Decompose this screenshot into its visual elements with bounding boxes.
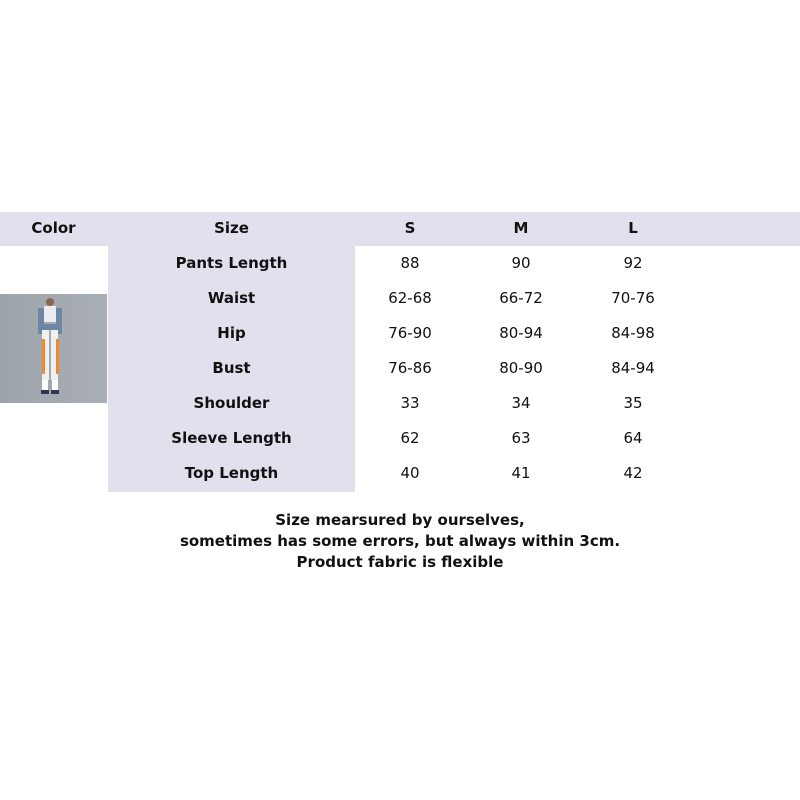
value-m: 66-72 bbox=[499, 289, 543, 307]
row-label: Waist bbox=[207, 289, 256, 307]
value-m: 90 bbox=[511, 254, 531, 272]
note-line: Size mearsured by ourselves, bbox=[275, 511, 525, 529]
size-note bbox=[150, 510, 650, 573]
header-l: L bbox=[628, 219, 638, 237]
header-size: Size bbox=[214, 219, 249, 237]
header-m: M bbox=[513, 219, 529, 237]
value-l: 92 bbox=[623, 254, 643, 272]
value-l: 35 bbox=[623, 394, 643, 412]
row-label: Hip bbox=[217, 324, 246, 342]
value-m: 63 bbox=[511, 429, 531, 447]
value-l: 84-98 bbox=[611, 324, 655, 342]
value-l: 70-76 bbox=[611, 289, 655, 307]
row-label: Sleeve Length bbox=[171, 429, 292, 447]
value-s: 76-90 bbox=[388, 324, 432, 342]
row-label: Shoulder bbox=[193, 394, 270, 412]
value-m: 80-94 bbox=[499, 324, 543, 342]
row-label: Bust bbox=[212, 359, 251, 377]
value-l: 84-94 bbox=[611, 359, 655, 377]
value-m: 80-90 bbox=[499, 359, 543, 377]
value-m: 34 bbox=[511, 394, 531, 412]
header-color: Color bbox=[31, 219, 76, 237]
value-s: 33 bbox=[400, 394, 420, 412]
row-label: Pants Length bbox=[175, 254, 288, 272]
value-s: 76-86 bbox=[388, 359, 432, 377]
value-s: 62-68 bbox=[388, 289, 432, 307]
value-s: 88 bbox=[400, 254, 420, 272]
row-label: Top Length bbox=[184, 464, 279, 482]
value-m: 41 bbox=[511, 464, 531, 482]
product-photo bbox=[0, 294, 107, 403]
value-l: 42 bbox=[623, 464, 643, 482]
note-line: Product fabric is flexible bbox=[296, 553, 504, 571]
value-s: 40 bbox=[400, 464, 420, 482]
value-s: 62 bbox=[400, 429, 420, 447]
value-l: 64 bbox=[623, 429, 643, 447]
note-line: sometimes has some errors, but always within 3cm. bbox=[179, 532, 621, 550]
header-s: S bbox=[404, 219, 416, 237]
